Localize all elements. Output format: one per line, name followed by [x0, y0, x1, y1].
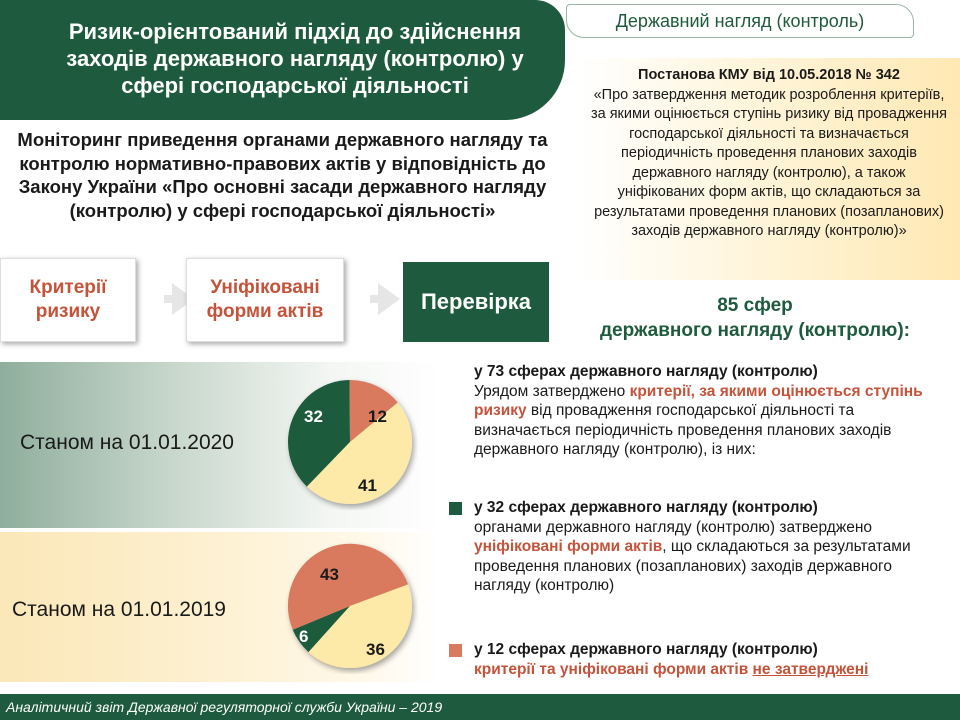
spheres-label: державного нагляду (контролю): — [599, 320, 910, 341]
detail-12 — [474, 640, 954, 679]
detail-73-text-b: від провадження господарської діяльності та визначається періодичність проведення планових заходів державного нагляду (контролю), із них: — [474, 402, 892, 458]
legend-salmon-icon — [449, 644, 462, 657]
pie-chart-2019 — [282, 538, 418, 674]
spheres-total — [580, 293, 930, 343]
page-title: Ризик-орієнтований підхід до здійснення заходів державного нагляду (контролю) у сфері господарської діяльності — [66, 19, 524, 98]
detail-73-title: у 73 сферах державного нагляду (контролю) — [474, 363, 818, 380]
pie-label-12: 12 — [368, 407, 387, 426]
detail-32-text-a: органами державного нагляду (контролю) затверджено — [474, 518, 873, 536]
resolution-box — [577, 58, 960, 280]
detail-32-text-b: , що складаються за результатами проведення планових (позапланових) заходів державного нагляду (контролю) — [474, 538, 911, 594]
detail-12-highlight: критерії та уніфіковані форми актів — [474, 660, 753, 678]
pie-label-6: 6 — [299, 627, 309, 646]
arrow-icon — [378, 283, 400, 315]
pie-chart-2020 — [282, 374, 418, 510]
section-tag: Державний нагляд (контроль) — [566, 4, 914, 38]
spheres-count: 85 сфер — [717, 295, 793, 316]
resolution-text: «Про затвердження методик розроблення критеріїв, за якими оцінюється ступінь ризику від провадження господарської діяльності та визначається періодичність проведення планових заходів державного нагляду (контролю), а також уніфікованих форм актів, що складаються за результатами проведення планових (позапланових) заходів державного нагляду (контролю)» — [590, 86, 948, 239]
pie-label-32: 32 — [304, 407, 323, 426]
detail-12-not-approved: не затверджені — [752, 660, 869, 678]
pie-label-36: 36 — [366, 640, 385, 659]
legend-green-icon — [449, 502, 462, 515]
date-2019: Станом на 01.01.2019 — [12, 598, 226, 621]
detail-73-text-a: Урядом затверджено — [474, 382, 630, 400]
footer: Аналітичний звіт Державної регуляторної служби України – 2019 — [0, 694, 960, 720]
detail-32-highlight: уніфіковані форми актів — [474, 538, 663, 555]
pie-label-43: 43 — [320, 565, 339, 584]
resolution-ref: Постанова КМУ від 10.05.2018 № 342 — [638, 67, 900, 83]
detail-12-title: у 12 сферах державного нагляду (контролю) — [474, 641, 818, 658]
detail-73-highlight: критерії, за якими оцінюється ступінь ризику — [474, 382, 923, 419]
step-risk-criteria: Критерії ризику — [0, 258, 136, 342]
step-inspection: Перевірка — [403, 262, 549, 342]
date-2020: Станом на 01.01.2020 — [20, 431, 234, 454]
monitoring-heading: Моніторинг приведення органами державного нагляду та контролю нормативно-правових актів у відповідність до Закону України «Про основні засади державного нагляду (контролю) у сфері господарської діяльності» — [17, 129, 548, 221]
detail-32 — [474, 498, 950, 596]
title-banner — [0, 0, 565, 120]
pie-label-41: 41 — [358, 476, 377, 495]
step-unified-forms: Уніфіковані форми актів — [186, 258, 344, 342]
detail-73 — [474, 362, 950, 460]
detail-32-title: у 32 сферах державного нагляду (контролю) — [474, 499, 818, 516]
